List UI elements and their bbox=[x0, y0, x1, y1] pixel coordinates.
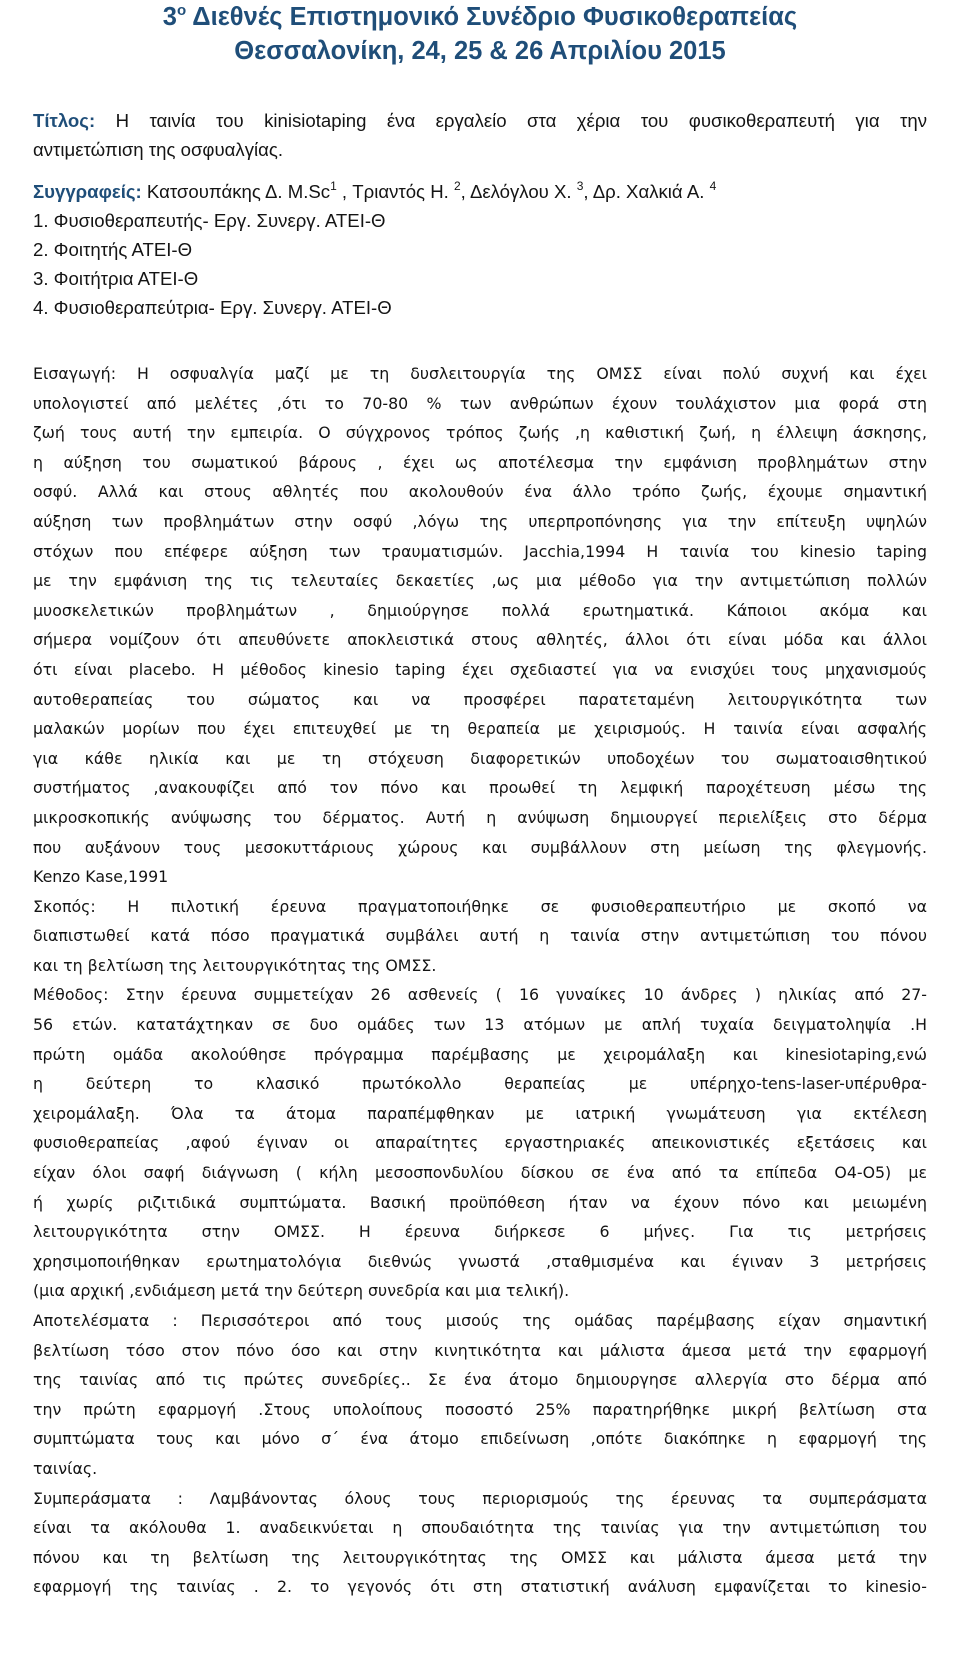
abstract-line: Σκοπός: Η πιλοτική έρευνα πραγματοποιήθηκε σε φυσιοθεραπευτήριο με σκοπό να bbox=[33, 896, 927, 916]
author-1: Κατσουπάκης Δ. M.Sc bbox=[141, 181, 331, 202]
abstract-line: με την εμφάνιση της τις τελευταίες δεκαετίες ,ως μια μέθοδο για την αντιμετώπιση πολλών bbox=[33, 571, 927, 591]
abstract-line: Αποτελέσματα : Περισσότεροι από τους μισούς της ομάδας παρέμβασης είχαν σημαντική bbox=[33, 1311, 927, 1330]
abstract-line: διαπιστωθεί κατά πόσο πραγματικά συμβάλει αυτή η ταινία στην αντιμετώπιση του πόνου bbox=[33, 926, 927, 946]
abstract-line: βελτίωση τόσο στον πόνο όσο και στην κινητικότητα και μάλιστα άμεσα μετά την εφαρμογή bbox=[33, 1340, 927, 1360]
abstract-line: Μέθοδος: Στην έρευνα συμμετείχαν 26 ασθενείς ( 16 γυναίκες 10 άνδρες ) ηλικίας από 27- bbox=[33, 985, 927, 1005]
abstract-line: λειτουργικότητα στην ΟΜΣΣ. Η έρευνα διήρκεσε 6 μήνες. Για τις μετρήσεις bbox=[33, 1222, 927, 1242]
author-1-sup: 1 bbox=[330, 179, 337, 193]
abstract-line: για κάθε ηλικία και με τη στόχευση διαφορετικών υποδοχέων του σωματοαισθητικού bbox=[33, 748, 927, 768]
conference-location-date: Θεσσαλονίκη, 24, 25 & 26 Απριλίου 2015 bbox=[234, 37, 726, 65]
abstract-line: την πρώτη εφαρμογή .Στους υπολοίπους ποσοστό 25% παρατηρήθηκε μικρή βελτίωση στα bbox=[33, 1399, 927, 1419]
abstract-line: πρώτη ομάδα ακολούθησε πρόγραμμα παρέμβασης με χειρομάλαξη και kinesiotaping,ενώ bbox=[33, 1044, 927, 1064]
abstract-line: της ταινίας από τις πρώτες συνεδρίες.. Σε ένα άτομο δημιουργησε αλλεργία στο δέρμα από bbox=[33, 1370, 927, 1390]
abstract-line: ή χωρίς ριζιτιδικά συμπτώματα. Βασική προϋπόθεση ήταν να έχουν πόνο και μειωμένη bbox=[33, 1192, 927, 1212]
title-text-1: Η ταινία του kinisiotaping ένα εργαλείο στα χέρια του φυσικοθεραπευτή για την bbox=[95, 110, 927, 131]
abstract-line: η αύξηση του σωματικού βάρους , έχει ως αποτέλεσμα την εμφάνιση προβλημάτων στην bbox=[33, 452, 927, 472]
conference-title bbox=[0, 2, 960, 32]
conference-name: Διεθνές Επιστημονικό Συνέδριο Φυσικοθεραπείας bbox=[186, 3, 798, 31]
affiliation-2: 2. Φοιτητής ΑΤΕΙ-Θ bbox=[33, 239, 193, 260]
abstract-line: εφαρμογή της ταινίας . 2. το γεγονός ότι στη στατιστική ανάλυση εμφανίζεται το kinesio- bbox=[33, 1577, 927, 1597]
abstract-line: ότι είναι placebo. Η μέθοδος kinesio taping έχει σχεδιαστεί για να ενισχύει τους μηχανισμούς bbox=[33, 659, 927, 679]
abstract-line: αύξηση των προβλημάτων στην οσφύ ,λόγω της υπερπροπόνησης για την επίτευξη υψηλών bbox=[33, 511, 927, 531]
title-label: Τίτλος: bbox=[33, 110, 96, 131]
title-line-2: αντιμετώπιση της οσφυαλγίας. bbox=[33, 139, 284, 160]
abstract-line: Συμπεράσματα : Λαμβάνοντας όλους τους περιορισμούς της έρευνας τα συμπεράσματα bbox=[33, 1488, 927, 1508]
abstract-line: συστήματος ,ανακουφίζει από τον πόνο και προωθεί τη λεμφική παροχέτευση μέσω της bbox=[33, 778, 927, 798]
abstract-line: μικροσκοπικής ανύψωσης του δέρματος. Αυτή η ανύψωση δημιουργεί περιελίξεις στο δέρμα bbox=[33, 807, 927, 827]
abstract-body bbox=[33, 359, 927, 1602]
author-4: , Δρ. Χαλκιά Α. bbox=[583, 181, 710, 202]
conference-number: 3 bbox=[162, 3, 177, 31]
author-3: , Δελόγλου Χ. bbox=[460, 181, 577, 202]
ordinal-superscript: ο bbox=[176, 2, 187, 19]
abstract-line: σήμερα νομίζουν ότι απευθύνετε αποκλειστικά στους αθλητές, άλλοι ότι είναι μόδα και άλλοι bbox=[33, 630, 927, 650]
affiliation-3: 3. Φοιτήτρια ΑΤΕΙ-Θ bbox=[33, 268, 199, 289]
abstract-line: Εισαγωγή: Η οσφυαλγία μαζί με τη δυσλειτουργία της ΟΜΣΣ είναι πολύ συχνή και έχει bbox=[33, 364, 927, 383]
abstract-line: μυοσκελετικών προβλημάτων , δημιούργησε πολλά ερωτηματικά. Κάποιοι ακόμα και bbox=[33, 600, 927, 620]
paper-title bbox=[33, 106, 927, 164]
authors-section bbox=[33, 177, 927, 322]
author-2: , Τριαντός Η. bbox=[336, 181, 454, 202]
abstract-line: υπολογιστεί από μελέτες ,ότι το 70-80 % των ανθρώπων έχουν τουλάχιστον μια φορά στη bbox=[33, 393, 927, 413]
author-2-sup: 2 bbox=[453, 179, 461, 193]
abstract-line: είχαν όλοι σαφή διάγνωση ( κήλη μεσοσπονδυλίου δίσκου σε ένα από τα επίπεδα Ο4-Ο5) με bbox=[33, 1163, 927, 1183]
abstract-line: και τη βελτίωση της λειτουργικότητας της ΟΜΣΣ. bbox=[33, 955, 437, 975]
abstract-line: μαλακών μορίων που έχει επιτευχθεί με τη θεραπεία με χειρισμούς. Η ταινία είναι ασφαλής bbox=[33, 719, 927, 739]
abstract-line: η δεύτερη το κλασικό πρωτόκολλο θεραπείας με υπέρηχο-tens-laser-υπέρυθρα- bbox=[33, 1074, 927, 1094]
abstract-line: χρησιμοποιήθηκαν ερωτηματολόγια διεθνώς γνωστά ,σταθμισμένα και έγιναν 3 μετρήσεις bbox=[33, 1251, 927, 1271]
authors-label: Συγγραφείς: bbox=[33, 181, 142, 202]
abstract-line: ταινίας. bbox=[33, 1458, 98, 1478]
abstract-line: χειρομάλαξη. Όλα τα άτομα παραπέμφθηκαν με ιατρική γνωμάτευση για εκτέλεση bbox=[33, 1103, 927, 1123]
authors-line bbox=[33, 177, 927, 206]
author-3-sup: 3 bbox=[576, 179, 584, 193]
abstract-line: φυσιοθεραπείας ,αφού έγιναν οι απαραίτητες εργαστηριακές απεικονιστικές εξετάσεις και bbox=[33, 1133, 927, 1153]
abstract-line: στόχων που επέφερε αύξηση των τραυματισμών. Jacchia,1994 Η ταινία του kinesio taping bbox=[33, 541, 927, 561]
title-line-1 bbox=[33, 106, 927, 135]
abstract-line: ζωή τους αυτή την εμπειρία. Ο σύγχρονος τρόπος ζωής ,η καθιστική ζωή, η έλλειψη άσκησης, bbox=[33, 423, 927, 443]
abstract-line: (μια αρχική ,ενδιάμεση μετά την δεύτερη συνεδρία και μια τελική). bbox=[33, 1281, 570, 1301]
abstract-line: που αυξάνουν τους μεσοκυττάριους χώρους και συμβάλλουν στη μείωση της φλεγμονής. bbox=[33, 837, 927, 857]
author-4-sup: 4 bbox=[709, 179, 717, 193]
affiliation-1: 1. Φυσιοθεραπευτής- Εργ. Συνεργ. ΑΤΕΙ-Θ bbox=[33, 210, 386, 231]
abstract-line: οσφύ. Αλλά και στους αθλητές που ακολουθούν ένα άλλο τρόπο ζωής, έχουμε σημαντική bbox=[33, 482, 927, 502]
abstract-line: 56 ετών. κατατάχτηκαν σε δυο ομάδες των 13 ατόμων με απλή τυχαία δειγματοληψία .Η bbox=[33, 1015, 927, 1035]
abstract-line: Kenzo Kase,1991 bbox=[33, 867, 169, 887]
abstract-line: είναι τα ακόλουθα 1. αναδεικνύεται η σπουδαιότητα της ταινίας για την αντιμετώπιση του bbox=[33, 1518, 927, 1538]
abstract-line: αυτοθεραπείας του σώματος και να προσφέρει παρατεταμένη λειτουργικότητα των bbox=[33, 689, 927, 709]
abstract-line: συμπτώματα τους και μόνο σ΄ ένα άτομο επιδείνωση ,οπότε διακόπηκε η εφαρμογή της bbox=[33, 1429, 927, 1449]
abstract-line: πόνου και τη βελτίωση της λειτουργικότητας της ΟΜΣΣ και μάλιστα άμεσα μετά την bbox=[33, 1547, 927, 1567]
affiliation-4: 4. Φυσιοθεραπεύτρια- Εργ. Συνεργ. ΑΤΕΙ-Θ bbox=[33, 297, 392, 318]
